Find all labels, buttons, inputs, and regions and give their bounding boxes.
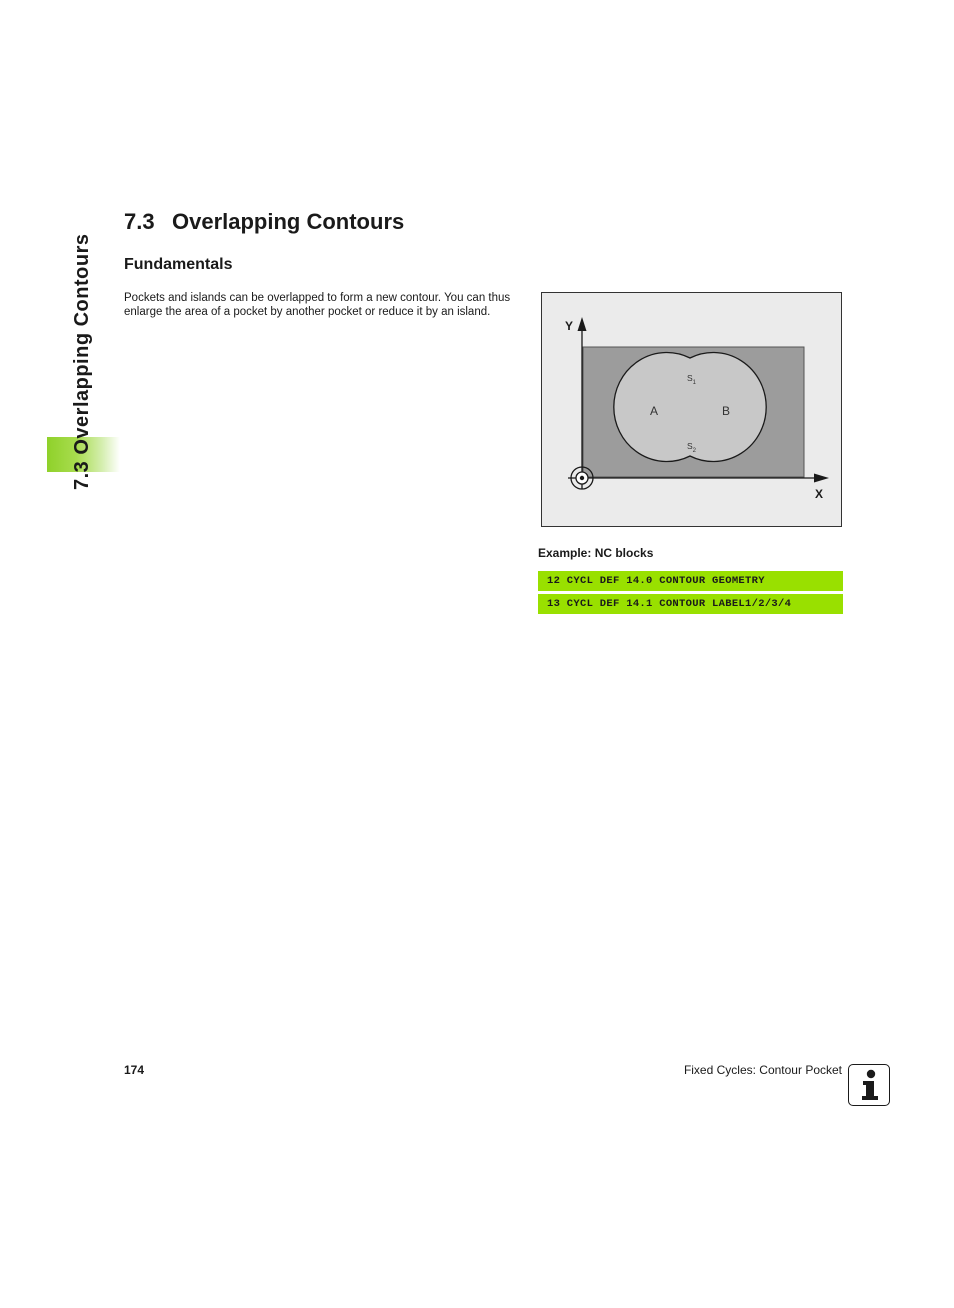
intro-paragraph: Pockets and islands can be overlapped to form a new contour. You can thus enlarge the area of a pocket by another pocket or reduce it by an island. [124, 292, 511, 318]
page-number: 174 [124, 1063, 145, 1077]
nc-block-line: 12 CYCL DEF 14.0 CONTOUR GEOMETRY [538, 571, 843, 591]
section-heading-text: Overlapping Contours [172, 209, 405, 234]
axis-y-label: Y [565, 319, 574, 333]
subsection-title: Fundamentals [124, 256, 233, 273]
footer-chapter-title: Fixed Cycles: Contour Pocket [683, 1063, 842, 1077]
overlap-diagram [542, 293, 841, 526]
example-caption: Example: NC blocks [538, 546, 654, 560]
chapter-side-title: 7.3 Overlapping Contours [71, 233, 93, 490]
pocket-a-label: A [650, 404, 659, 418]
intersection-s2-label: $S_2$ [687, 441, 697, 454]
section-title [124, 209, 404, 235]
y-axis-arrow [578, 317, 587, 331]
x-axis-arrow [814, 474, 829, 483]
section-number: 7.3 [124, 209, 155, 234]
nc-block-line: 13 CYCL DEF 14.1 CONTOUR LABEL1/2/3/4 [538, 594, 843, 614]
axis-x-label: X [815, 487, 824, 501]
info-icon [848, 1064, 890, 1106]
pocket-b-label: B [722, 404, 731, 418]
overlap-figure [541, 292, 842, 527]
intersection-s1-label: $S_1$ [687, 373, 697, 386]
